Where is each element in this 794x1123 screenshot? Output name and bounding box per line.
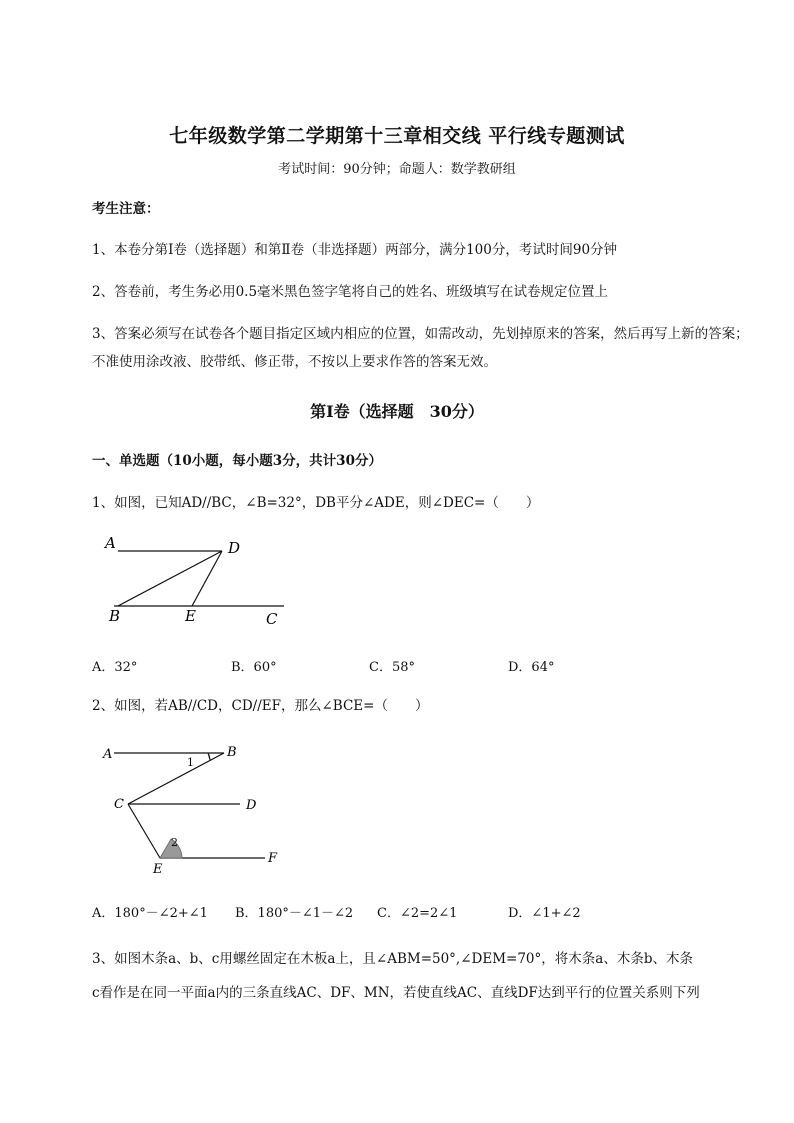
q2-option-c[interactable]: C．∠2=2∠1 xyxy=(377,906,458,921)
page-title: 七年级数学第二学期第十三章相交线 平行线专题测试 xyxy=(169,125,625,147)
q1-label-b: B xyxy=(109,607,121,625)
notice-item-3: 3、答案必须写在试卷各个题目指定区域内相应的位置，如需改动，先划掉原来的答案，然后再写上新的答案；不准使用涂改液、胶带纸、修正带，不按以上要求作答的答案无效。 xyxy=(92,326,749,370)
q2-label-d: D xyxy=(246,798,257,813)
notice-heading: 考生注意： xyxy=(92,201,160,217)
q1-option-c[interactable]: C．58° xyxy=(369,660,415,675)
q2-label-b: B xyxy=(227,745,237,760)
part-heading: 一、单选题（10小题，每小题3分，共计30分） xyxy=(92,453,382,469)
q2-angle-1: 1 xyxy=(187,756,194,769)
section-title: 第I卷（选择题 30分） xyxy=(310,402,484,421)
q2-angle-2: 2 xyxy=(171,836,178,849)
exam-info: 考试时间：90分钟；命题人：数学教研组 xyxy=(278,162,516,177)
q2-option-d[interactable]: D．∠1+∠2 xyxy=(508,906,581,921)
question-3-stem-line-1: 3、如图木条a、b、c用螺丝固定在木板a上，且∠ABM=50°,∠DEM=70°，将木条a、木条b、木条 xyxy=(92,951,693,967)
q2-option-b[interactable]: B．180°－∠1－∠2 xyxy=(235,906,354,921)
q1-option-d[interactable]: D．64° xyxy=(508,660,555,675)
question-3-stem-line-2: c看作是在同一平面a内的三条直线AC、DF、MN，若使直线AC、直线DF达到平行的位置关系则下列 xyxy=(92,985,700,1001)
q2-option-a[interactable]: A．180°－∠2+∠1 xyxy=(92,906,208,921)
notice-item-2: 2、答卷前，考生务必用0.5毫米黑色签字笔将自己的姓名、班级填写在试卷规定位置上 xyxy=(92,284,609,300)
question-1-stem: 1、如图，已知AD//BC，∠B=32°，DB平分∠ADE，则∠DEC=（ ） xyxy=(92,495,540,511)
q2-label-e: E xyxy=(153,862,163,877)
q2-label-c: C xyxy=(114,797,124,812)
question-2-figure xyxy=(100,738,290,878)
q1-option-b[interactable]: B．60° xyxy=(231,660,277,675)
q2-label-f: F xyxy=(268,851,278,866)
q1-label-c: C xyxy=(266,610,278,628)
q2-label-a: A xyxy=(103,747,113,762)
question-2-stem: 2、如图，若AB//CD，CD//EF，那么∠BCE=（ ） xyxy=(92,698,429,714)
question-1-figure xyxy=(100,532,300,632)
notice-item-1: 1、本卷分第I卷（选择题）和第Ⅱ卷（非选择题）两部分，满分100分，考试时间90分钟 xyxy=(92,242,618,258)
q1-option-a[interactable]: A．32° xyxy=(92,660,138,675)
q1-label-d: D xyxy=(228,539,241,557)
q1-label-e: E xyxy=(185,607,196,625)
q1-label-a: A xyxy=(105,534,116,552)
